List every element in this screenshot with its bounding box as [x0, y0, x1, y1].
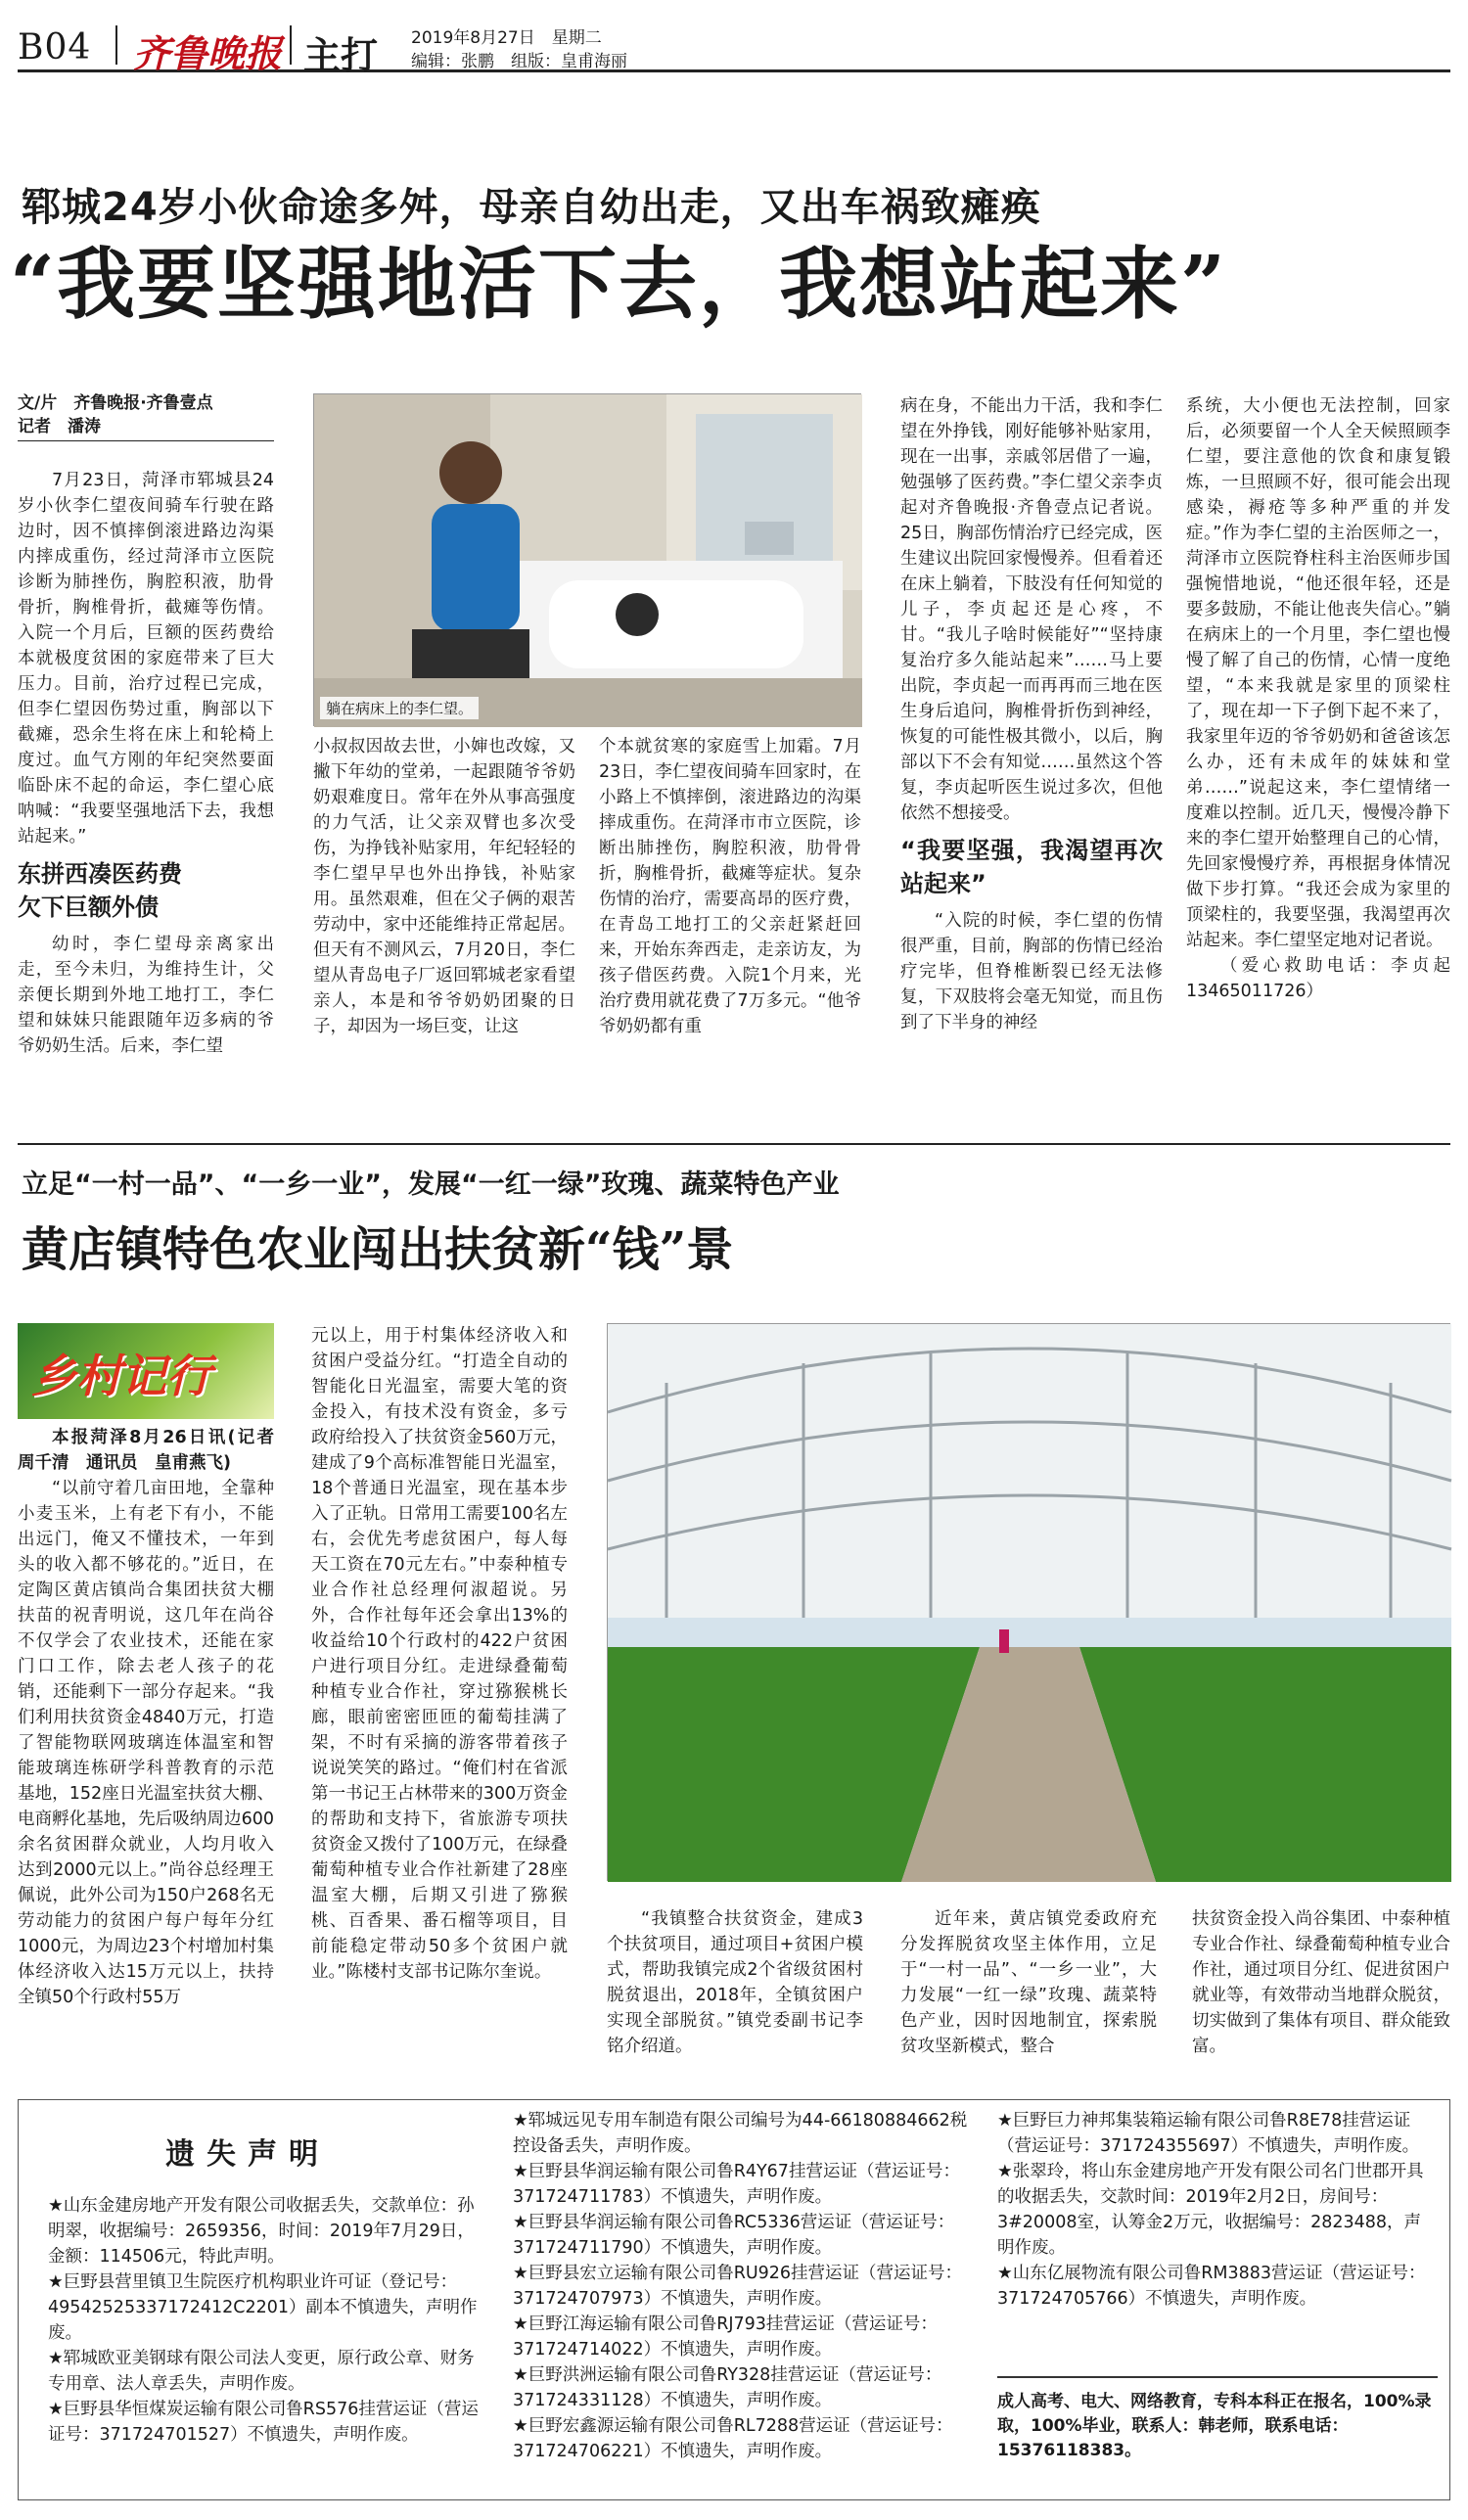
article1-column-3	[599, 734, 861, 1125]
notice-item: ★巨野巨力神邦集装箱运输有限公司鲁R8E78挂营运证（营运证号：371724355697）不慎遗失，声明作废。	[997, 2111, 1420, 2156]
editors: 编辑：张鹏 组版：皇甫海丽	[411, 52, 627, 71]
paragraph: “入院的时候，李仁望的伤情很严重，目前，胸部的伤情已经治疗完毕，但脊椎断裂已经无法修复，下双肢将会毫无知觉，而且伤到了下半身的神经	[900, 911, 1163, 1032]
notice-item: ★郓城欧亚美钢球有限公司法人变更，原行政公章、财务专用章、法人章丢失，声明作废。	[48, 2349, 475, 2394]
divider	[290, 25, 292, 65]
article1-column-5	[1186, 393, 1450, 1125]
byline-line2: 记者 潘涛	[18, 415, 274, 441]
newspaper-logo: 齐鲁晚报	[133, 31, 283, 75]
byline-line1: 文/片 齐鲁晚报·齐鲁壹点	[18, 393, 213, 413]
notices-column-1	[48, 2193, 488, 2487]
section-divider	[18, 1143, 1450, 1145]
photo-caption: 躺在病床上的李仁望。	[320, 697, 479, 719]
paragraph: 元以上，用于村集体经济收入和贫困户受益分红。“打造全自动的智能化日光温室，需要大笔的资金投入，有技术没有资金，多亏政府给投入了扶贫资金560万元，建成了9个高标准智能日光温室，18个普通日光温室，现在基本步入了正轨。日常用工需要100名左右，会优先考虑贫困户，每人每天工资在70元左右。”中泰种植专业合作社总经理何淑超说。另外，合作社每年还会拿出13%的收益给10个行政村的422户贫困户进行项目分红。走进绿叠葡萄种植专业合作社，穿过猕猴桃长廊，眼前密密匝匝的葡萄挂满了架，不时有采摘的游客带着孩子说说笑笑的路过。“俺们村在省派第一书记王占林带来的300万资金的帮助和支持下，省旅游专项扶贫资金又拨付了100万元，在绿叠葡萄种植专业合作社新建了28座温室大棚，后期又引进了猕猴桃、百香果、番石榴等项目，目前能稳定带动50多个贫困户就业。”陈楼村支部书记陈尔奎说。	[311, 1326, 568, 1982]
byline	[18, 391, 274, 462]
greenhouse-photo-image	[608, 1324, 1451, 1882]
article2-subhead: 立足“一村一品”、“一乡一业”，发展“一红一绿”玫瑰、蔬菜特色产业	[22, 1169, 840, 1200]
ad-text: 成人高考、电大、网络教育，专科本科正在报名，100%录取，100%毕业，联系人：韩老师，联系电话：15376118383。	[997, 2392, 1432, 2460]
notice-item: ★巨野县华润运输有限公司鲁R4Y67挂营运证（营运证号：371724711783）不慎遗失，声明作废。	[513, 2162, 960, 2207]
notice-item: ★巨野县华润运输有限公司鲁RC5336营运证（营运证号：371724711790）不慎遗失，声明作废。	[513, 2213, 955, 2258]
paragraph: “以前守着几亩田地，全靠种小麦玉米，上有老下有小，不能出远门，俺又不懂技术，一年到头的收入都不够花的。”近日，在定陶区黄店镇尚合集团扶贫大棚扶苗的祝青明说，这几年在尚谷不仅学会了农业技术，还能在家门口工作，除去老人孩子的花销，还能剩下一部分存起来。“我们利用扶贫资金4840万元，打造了智能物联网玻璃连体温室和智能玻璃连栋研学科普教育的示范基地，152座日光温室扶贫大棚、电商孵化基地，先后吸纳周边600余名贫困群众就业，人均月收入达到2000元以上。”尚谷总经理王佩说，此外公司为150户268名无劳动能力的贫困户每户每年分红1000元，为周边23个村增加村集体经济收入达15万元以上，扶持全镇50个行政村55万	[18, 1479, 274, 2007]
article1-column-2	[313, 734, 575, 1125]
notices-title: 遗失声明	[165, 2137, 330, 2172]
article2-column-3	[607, 1906, 863, 2063]
article1-subhead: 郓城24岁小伙命途多舛，母亲自幼出走，又出车祸致瘫痪	[22, 185, 1041, 230]
notice-item: ★山东亿展物流有限公司鲁RM3883营运证（营运证号：371724705766）不慎遗失，声明作废。	[997, 2264, 1426, 2309]
paragraph: “我镇整合扶贫资金，建成3个扶贫项目，通过项目+贫困户模式，帮助我镇完成2个省级贫困村脱贫退出，2018年，全镇贫困户实现全部脱贫。”镇党委副书记李铭介绍道。	[607, 1909, 863, 2056]
masthead	[18, 18, 1450, 77]
notices-column-3	[997, 2108, 1438, 2362]
article1-headline: “我要坚强地活下去，我想站起来”	[10, 238, 1228, 330]
subheading	[18, 857, 274, 924]
paragraph: 扶贫资金投入尚谷集团、中泰种植专业合作社、绿叠葡萄种植专业合作社，通过项目分红、促进贫困户就业等，有效带动当地群众脱贫，切实做到了集体有项目、群众能致富。	[1192, 1909, 1450, 2056]
subheading: “我要坚强，我渴望再次站起来”	[900, 837, 1163, 897]
divider	[115, 25, 117, 65]
article2-column-2	[311, 1323, 568, 2057]
page-number: B04	[18, 27, 92, 68]
contact-info: （爱心救助电话：李贞起13465011726）	[1186, 956, 1450, 1001]
notice-item: ★巨野宏鑫源运输有限公司鲁RL7288营运证（营运证号：371724706221）不慎遗失，声明作废。	[513, 2416, 953, 2461]
paragraph: 近年来，黄店镇党委政府充分发挥脱贫攻坚主体作用，立足于“一村一品”、“一乡一业”，大力发展“一红一绿”玫瑰、蔬菜特色产业，因时因地制宜，探索脱贫攻坚新模式，整合	[900, 1909, 1157, 2056]
notice-item: ★巨野县营里镇卫生院医疗机构职业许可证（登记号：49542525337172412C2201）副本不慎遗失，声明作废。	[48, 2272, 478, 2343]
article2-column-5	[1192, 1906, 1450, 2063]
paragraph: 7月23日，菏泽市郓城县24岁小伙李仁望夜间骑车行驶在路边时，因不慎摔倒滚进路边沟渠内摔成重伤，经过菏泽市立医院诊断为肺挫伤，胸腔积液，肋骨骨折，胸椎骨折，截瘫等伤情。入院一个月后，巨额的医药费给本就极度贫困的家庭带来了巨大压力。目前，治疗过程已完成，但李仁望因伤势过重，胸部以下截瘫，恐余生将在床上和轮椅上度过。血气方刚的年纪突然要面临卧床不起的命运，李仁望心底呐喊：“我要坚强地活下去，我想站起来。”	[18, 471, 274, 847]
paragraph: 个本就贫寒的家庭雪上加霜。7月23日，李仁望夜间骑车回家时，在小路上不慎摔倒，滚进路边的沟渠摔成重伤。在菏泽市市立医院，诊断出肺挫伤，胸腔积液，肋骨骨折，胸椎骨折，截瘫等症状。复杂伤情的治疗，需要高昂的医疗费，在青岛工地打工的父亲赶紧赶回来，开始东奔西走，走亲访友，为孩子借医药费。入院1个月来，光治疗费用就花费了7万多元。“他爷爷奶奶都有重	[599, 737, 861, 1036]
paragraph: 小叔叔因故去世，小婶也改嫁，又撇下年幼的堂弟，一起跟随爷爷奶奶艰难度日。常年在外从事高强度的力气活，让父亲双臂也多次受伤，为挣钱补贴家用，年纪轻轻的李仁望早早也外出挣钱，补贴家用。虽然艰难，但在父子俩的艰苦劳动中，家中还能维持正常起居。但天有不测风云，7月20日，李仁望从青岛电子厂返回郓城老家看望亲人，本是和爷爷奶奶团聚的日子，却因为一场巨变，让这	[313, 737, 575, 1036]
article1-column-1	[18, 468, 274, 1125]
lost-notices-box	[18, 2099, 1450, 2500]
paragraph: 病在身，不能出力干活，我和李仁望在外挣钱，刚好能够补贴家用，现在一出事，亲戚邻居借了一遍，勉强够了医药费。”李仁望父亲李贞起对齐鲁晚报·齐鲁壹点记者说。25日，胸部伤情治疗已经完成，医生建议出院回家慢慢养。但看着还在床上躺着，下肢没有任何知觉的儿子，李贞起还是心疼，不甘。“我儿子啥时候能好”“坚持康复治疗多久能站起来”……马上要出院，李贞起一而再再而三地在医生身后追问，胸椎骨折伤到神经，恢复的可能性极其微小，以后，胸部以下不会有知觉……虽然这个答复，李贞起听医生说过多次，但他依然不想接受。	[900, 396, 1163, 823]
article1-column-4	[900, 393, 1163, 1125]
article2-headline: 黄店镇特色农业闯出扶贫新“钱”景	[22, 1222, 734, 1277]
notice-item: ★山东金建房地产开发有限公司收据丢失，交款单位：孙明翠，收据编号：2659356，时间：2019年7月29日，金额：114506元，特此声明。	[48, 2196, 475, 2267]
section-title: 主打	[303, 34, 379, 77]
hospital-photo	[313, 393, 861, 726]
subheading-line: 欠下巨额外债	[18, 893, 159, 921]
notice-item: ★巨野江海运输有限公司鲁RJ793挂营运证（营运证号：371724714022）不慎遗失，声明作废。	[513, 2314, 938, 2360]
notice-item: ★张翠玲，将山东金建房地产开发有限公司名门世郡开具的收据丢失，交款时间：2019年2月2日，房间号：3#20008室，认筹金2万元，收据编号：2823488，声明作废。	[997, 2162, 1424, 2258]
subheading-line: 东拼西凑医药费	[18, 860, 182, 888]
article2-column-4	[900, 1906, 1157, 2063]
notice-item: ★巨野洪洲运输有限公司鲁RY328挂营运证（营运证号：371724331128）不慎遗失，声明作废。	[513, 2365, 942, 2410]
notice-item: ★郓城远见专用车制造有限公司编号为44-66180884662税控设备丢失，声明作废。	[513, 2111, 968, 2156]
article2-column-1	[18, 1425, 292, 2056]
paragraph: 系统，大小便也无法控制，回家后，必须要留一个人全天候照顾李仁望，要注意他的饮食和康复锻炼，一旦照顾不好，很可能会出现感染，褥疮等多种严重的并发症。”作为李仁望的主治医师之一，菏泽市立医院脊柱科主治医师步国强惋惜地说，“他还很年轻，还是要多鼓励，不能让他丧失信心。”躺在病床上的一个月里，李仁望也慢慢了解了自己的伤情，心情一度绝望，“本来我就是家里的顶梁柱了，现在却一下子倒下起不来了，我家里年迈的爷爷奶奶和爸爸该怎么办，还有未成年的妹妹和堂弟……”说起这来，李仁望情绪一度难以控制。近几天，慢慢冷静下来的李仁望开始整理自己的心情，先回家慢慢疗养，再根据身体情况做下步打算。“我还会成为家里的顶梁柱的，我要坚强，我渴望再次站起来。李仁望坚定地对记者说。	[1186, 396, 1450, 950]
notice-item: ★巨野县宏立运输有限公司鲁RU926挂营运证（营运证号：371724707973）不慎遗失，声明作废。	[513, 2264, 963, 2309]
column-logo	[18, 1323, 274, 1419]
greenhouse-photo	[607, 1323, 1450, 1881]
issue-date: 2019年8月27日 星期二	[411, 28, 602, 48]
notices-column-2	[513, 2108, 973, 2496]
paragraph: 幼时，李仁望母亲离家出走，至今未归，为维持生计，父亲便长期到外地工地打工，李仁望和妹妹只能跟随年迈多病的爷爷奶奶生活。后来，李仁望	[18, 935, 274, 1056]
column-logo-text: 乡村记行	[31, 1350, 211, 1402]
notice-item: ★巨野县华恒煤炭运输有限公司鲁RS576挂营运证（营运证号：371724701527）不慎遗失，声明作废。	[48, 2400, 479, 2445]
hospital-photo-image	[314, 394, 862, 727]
dateline: 本报菏泽8月26日讯(记者 周千清 通讯员 皇甫燕飞)	[18, 1428, 292, 1473]
education-ad	[997, 2376, 1438, 2490]
